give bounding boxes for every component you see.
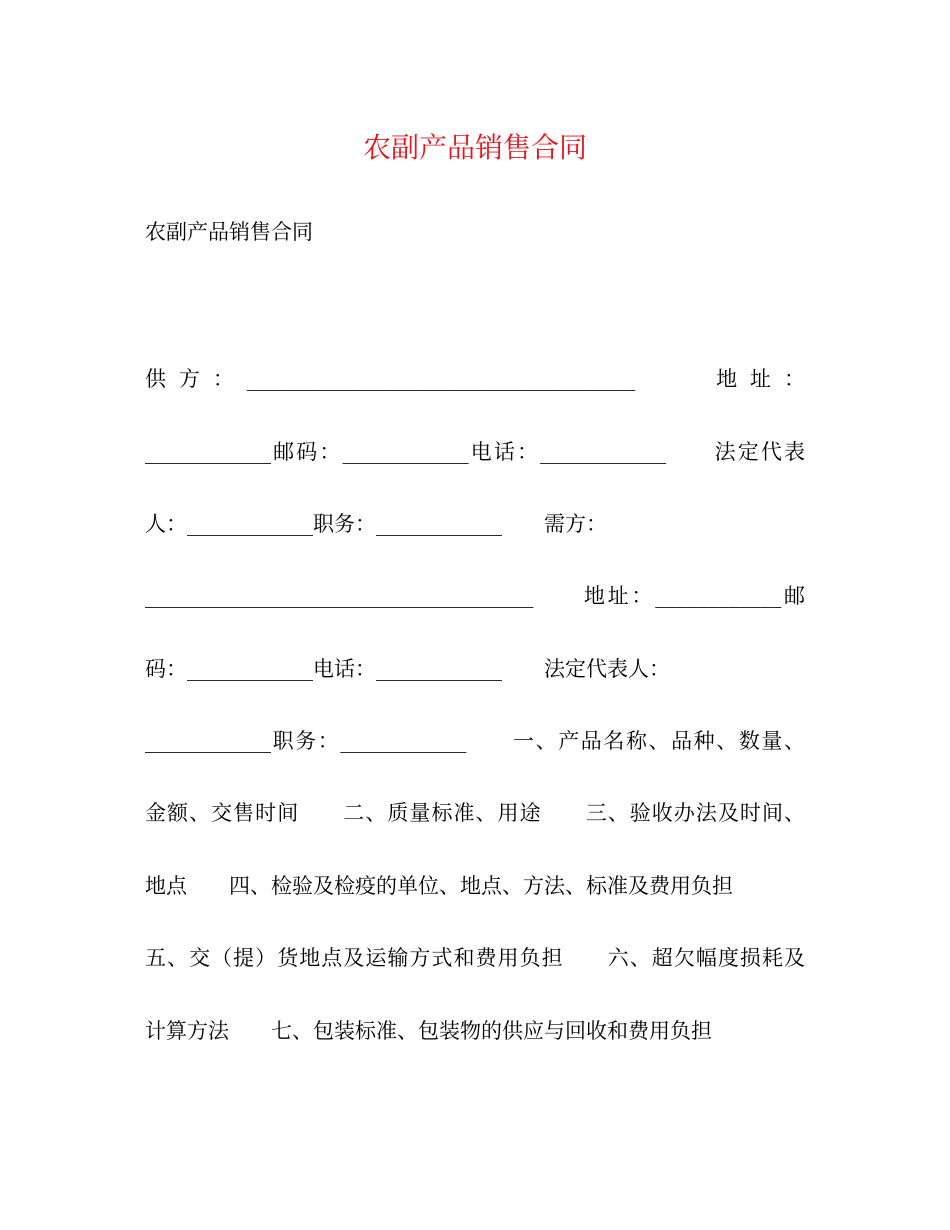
body-line: 供方：_____________________________________ 地址： (145, 367, 805, 391)
body-line: 计算方法 七、包装标准、包装物的供应与回收和费用负担 (145, 1019, 712, 1043)
body-line: 地点 四、检验及检疫的单位、地点、方法、标准及费用负担 (145, 874, 733, 898)
document-title: 农副产品销售合同 (362, 131, 587, 164)
body-line: 人：____________职务：____________ 需方： (145, 512, 607, 536)
body-line: ____________邮码：____________电话：____________ 法定代表 (145, 440, 805, 464)
body-line: 金额、交售时间 二、质量标准、用途 三、验收办法及时间、 (145, 801, 805, 825)
document-subtitle: 农副产品销售合同 (145, 220, 313, 244)
body-line: _____________________________________ 地址：____________邮 (145, 584, 805, 608)
body-line: ____________职务：____________ 一、产品名称、品种、数量、 (145, 729, 805, 753)
body-line: 码：____________电话：____________ 法定代表人： (145, 657, 670, 681)
body-line: 五、交（提）货地点及运输方式和费用负担 六、超欠幅度损耗及 (145, 946, 805, 970)
